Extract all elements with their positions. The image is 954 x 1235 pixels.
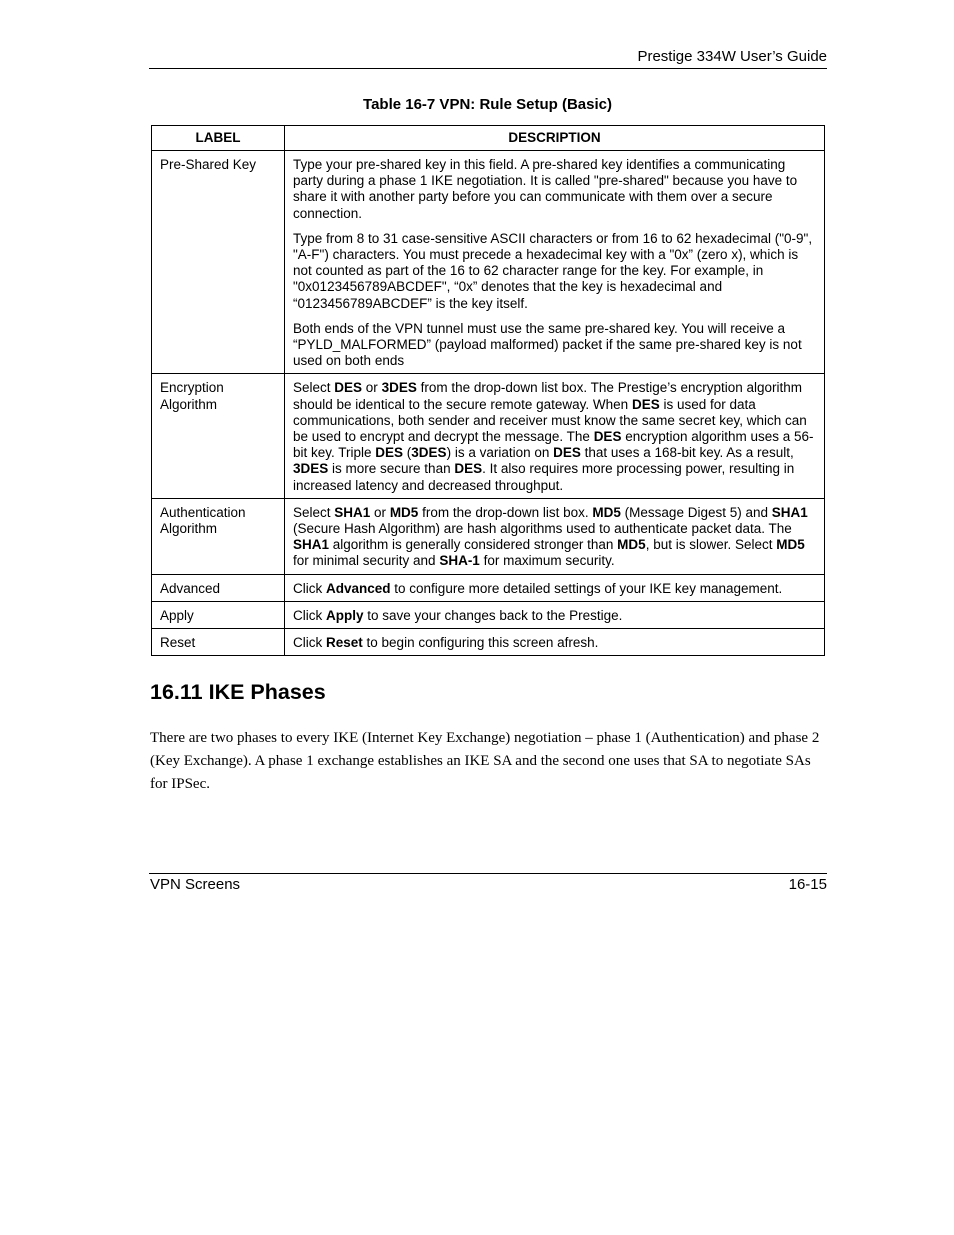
page-footer — [149, 873, 827, 896]
description-text: Click — [293, 635, 326, 651]
description-keyword: 3DES — [381, 380, 417, 396]
footer-page-number: 16-15 — [788, 876, 827, 893]
description-text: algorithm is generally considered stronger than — [329, 537, 618, 553]
description-text: , but is slower. Select — [645, 537, 777, 553]
description-keyword: DES — [593, 429, 622, 445]
row-label: Encryption Algorithm — [152, 374, 285, 498]
description-text: Click — [293, 580, 326, 596]
description-keyword: DES — [631, 396, 660, 412]
description-text: (Message Digest 5) and — [620, 504, 772, 520]
guide-title: Prestige 334W User’s Guide — [637, 48, 827, 65]
table-caption: Table 16-7 VPN: Rule Setup (Basic) — [363, 96, 612, 113]
description-paragraph — [293, 157, 816, 222]
description-text: or — [362, 380, 382, 396]
description-keyword: 3DES — [293, 461, 329, 477]
row-description — [285, 601, 825, 628]
column-header-label: LABEL — [152, 126, 285, 151]
description-text: or — [370, 504, 390, 520]
description-keyword: DES — [375, 445, 404, 461]
description-text: Click — [293, 607, 326, 623]
description-keyword: DES — [553, 445, 581, 461]
description-text: Select — [293, 504, 335, 520]
section-title: 16.11 IKE Phases — [150, 680, 326, 704]
row-label: Reset — [152, 629, 285, 656]
description-text: . It also requires more processing power, resulting in increased latency and decreased throughput. — [293, 461, 795, 493]
description-text: Select — [293, 380, 335, 396]
description-paragraph — [293, 231, 816, 312]
description-keyword: Apply — [326, 607, 364, 623]
rule-setup-table — [151, 125, 825, 656]
description-text: from the drop-down list box. The Prestige’s encryption algorithm should be identical to the secure remote gateway. When — [293, 380, 803, 412]
description-keyword: SHA1 — [771, 504, 808, 520]
description-keyword: SHA-1 — [439, 553, 480, 569]
description-keyword: MD5 — [617, 537, 646, 553]
description-paragraph — [293, 608, 816, 624]
description-paragraph — [293, 380, 816, 493]
footer-chapter: VPN Screens — [150, 876, 241, 893]
description-keyword: MD5 — [776, 537, 805, 553]
description-text: to save your changes back to the Prestige. — [363, 607, 623, 623]
description-keyword: MD5 — [389, 504, 419, 520]
description-keyword: SHA1 — [293, 537, 330, 553]
description-text: ) is a variation on — [446, 445, 554, 461]
column-header-description: DESCRIPTION — [285, 126, 825, 151]
description-paragraph — [293, 581, 816, 597]
description-text: to begin configuring this screen afresh. — [362, 635, 599, 651]
description-keyword: Advanced — [326, 580, 391, 596]
table-row — [152, 629, 825, 656]
description-keyword: SHA1 — [334, 504, 371, 520]
row-label: Pre-Shared Key — [152, 151, 285, 374]
description-text: Type your pre-shared key in this field. A pre-shared key identifies a communicating party during a phase 1 IKE negotiation. It is called "pre-shared" because you have to share it with another party before you can communicate with them over a secure connection. — [293, 157, 798, 221]
row-label: Apply — [152, 601, 285, 628]
row-description — [285, 629, 825, 656]
description-text: ( — [403, 445, 412, 461]
description-text: Type from 8 to 31 case-sensitive ASCII characters or from 16 to 62 hexadecimal ("0-9", "A-F") characters. You must precede a hexadecimal key with a "0x” (zero x), which is not counted as part of the 16 to 62 character range for the key. For example, in "0x0123456789ABCDEF", “0x” denotes that the key is hexadecimal and “0123456789ABCDEF” is the key itself. — [293, 230, 813, 311]
description-text: for minimal security and — [293, 553, 440, 569]
description-text: encryption algorithm uses a 56-bit key. Triple — [293, 429, 814, 461]
description-keyword: DES — [454, 461, 483, 477]
description-text: (Secure Hash Algorithm) are hash algorithms used to authenticate packet data. The — [293, 521, 792, 537]
table-row — [152, 498, 825, 574]
description-keyword: Reset — [326, 635, 363, 651]
table-row — [152, 574, 825, 601]
description-paragraph — [293, 321, 816, 370]
description-text: to configure more detailed settings of your IKE key management. — [390, 580, 783, 596]
description-text: that uses a 168-bit key. As a result, — [580, 445, 794, 461]
table-row — [152, 601, 825, 628]
row-label: Authentication Algorithm — [152, 498, 285, 574]
table-row — [152, 151, 825, 374]
description-text: is more secure than — [328, 461, 455, 477]
description-paragraph — [293, 635, 816, 651]
description-keyword: 3DES — [411, 445, 447, 461]
description-text: for maximum security. — [479, 553, 615, 569]
description-text: from the drop-down list box. — [418, 504, 593, 520]
table-header-row — [152, 126, 825, 151]
description-keyword: DES — [334, 380, 363, 396]
page-header — [149, 46, 827, 69]
description-keyword: MD5 — [592, 504, 621, 520]
description-text: is used for data communications, both sender and receiver must know the same secret key, which can be used to encrypt and decrypt the message. The — [293, 396, 807, 445]
row-description — [285, 498, 825, 574]
table-row — [152, 374, 825, 498]
row-label: Advanced — [152, 574, 285, 601]
row-description — [285, 151, 825, 374]
description-paragraph — [293, 505, 816, 570]
section-body: There are two phases to every IKE (Internet Key Exchange) negotiation – phase 1 (Authentication) and phase 2 (Key Exchange). A phase 1 exchange establishes an IKE SA and the second one uses that SA to negotiate SAs for IPSec. — [150, 730, 820, 792]
description-text: Both ends of the VPN tunnel must use the same pre-shared key. You will receive a “PYLD_MALFORMED” (payload malformed) packet if the same pre-shared key is not used on both ends — [293, 320, 802, 369]
row-description — [285, 574, 825, 601]
row-description — [285, 374, 825, 498]
